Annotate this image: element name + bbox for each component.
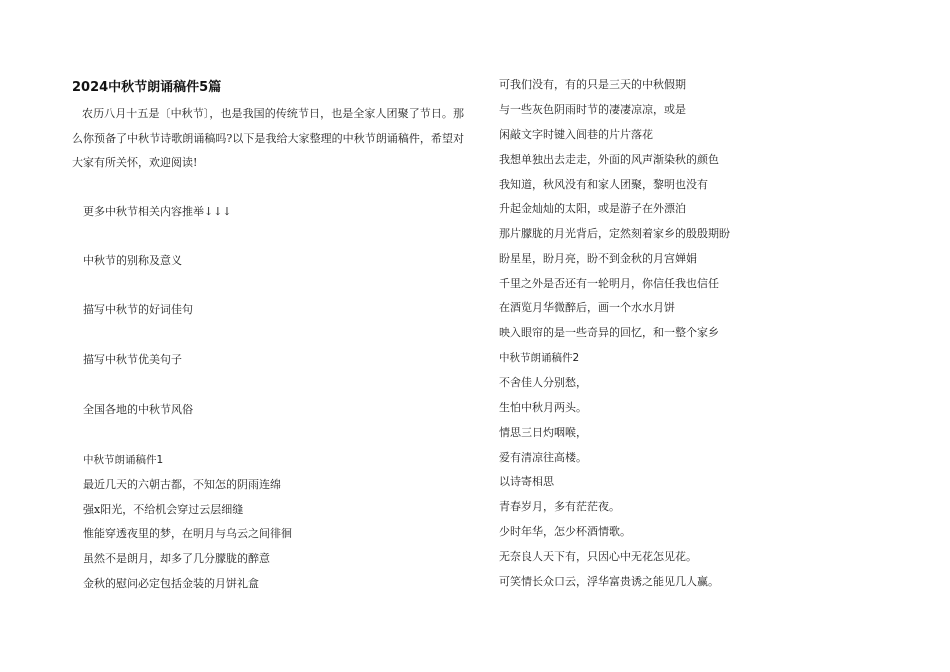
- poem-line: 在酒览月华微醉后，画一个水水月饼: [499, 301, 675, 314]
- poem-line: 惟能穿透夜里的梦，在明月与乌云之间徘徊: [83, 527, 292, 540]
- document-title: 2024中秋节朗诵稿件5篇: [72, 80, 222, 95]
- poem-line: 与一些灰色阴雨时节的凄凄凉凉，或是: [499, 103, 686, 116]
- poem-line: 强ⅹ阳光，不给机会穿过云层细缝: [83, 503, 244, 516]
- poem-line: 不舍佳人分别愁，: [499, 376, 587, 389]
- poem-line: 盼星星，盼月亮，盼不到金秋的月宫婵娟: [499, 252, 697, 265]
- poem-line: 金秋的慰问必定包括金装的月饼礼盒: [83, 577, 259, 590]
- poem-line: 爱有清凉往高楼。: [499, 451, 587, 464]
- poem-line: 以诗寄相思: [499, 475, 554, 488]
- poem-line: 我知道，秋风没有和家人团聚，黎明也没有: [499, 178, 708, 191]
- link-line: 中秋节的别称及意义: [83, 254, 182, 267]
- poem-line: 可我们没有，有的只是三天的中秋假期: [499, 78, 686, 91]
- poem-line: 千里之外是否还有一轮明月，你信任我也信任: [499, 277, 719, 290]
- poem-line: 那片朦胧的月光背后，定然刻着家乡的殷殷期盼: [499, 227, 730, 240]
- poem-line: 可笑情长众口云，浮华富贵诱之能见几人赢。: [499, 575, 719, 588]
- poem-line: 无奈良人天下有，只因心中无花怎见花。: [499, 550, 697, 563]
- link-line: 描写中秋节优美句子: [83, 353, 182, 366]
- link-line: 全国各地的中秋节风俗: [83, 403, 193, 416]
- poem-line: 情思三日灼咽喉，: [499, 426, 587, 439]
- poem-line: 映入眼帘的是一些奇异的回忆，和一整个家乡: [499, 326, 719, 339]
- poem-line: 生怕中秋月两头。: [499, 401, 587, 414]
- poem-line: 我想单独出去走走，外面的风声渐染秋的颜色: [499, 153, 719, 166]
- poem-line: 闲敲文字时键入闾巷的片片落花: [499, 128, 653, 141]
- poem-line: 最近几天的六朝古都，不知怎的阴雨连绵: [83, 478, 281, 491]
- poem-line: 升起金灿灿的太阳，或是游子在外漂泊: [499, 202, 686, 215]
- poem-line: 青春岁月，多有茫茫夜。: [499, 500, 620, 513]
- more-content-line: 更多中秋节相关内容推举↓↓↓: [83, 205, 232, 218]
- poem-line: 少时年华，怎少杯酒情歌。: [499, 525, 631, 538]
- intro-paragraph: 农历八月十五是〔中秋节〕，也是我国的传统节日，也是全家人团聚了节日。那么你预备了中秋节诗歌朗诵稿吗?以下是我给大家整理的中秋节朗诵稿件，希望对大家有所关怀，欢迎阅读!: [72, 107, 464, 169]
- section-heading: 中秋节朗诵稿件1: [83, 454, 164, 466]
- link-line: 描写中秋节的好词佳句: [83, 303, 193, 316]
- section-heading: 中秋节朗诵稿件2: [499, 352, 580, 364]
- poem-line: 虽然不是朗月，却多了几分朦胧的醉意: [83, 552, 270, 565]
